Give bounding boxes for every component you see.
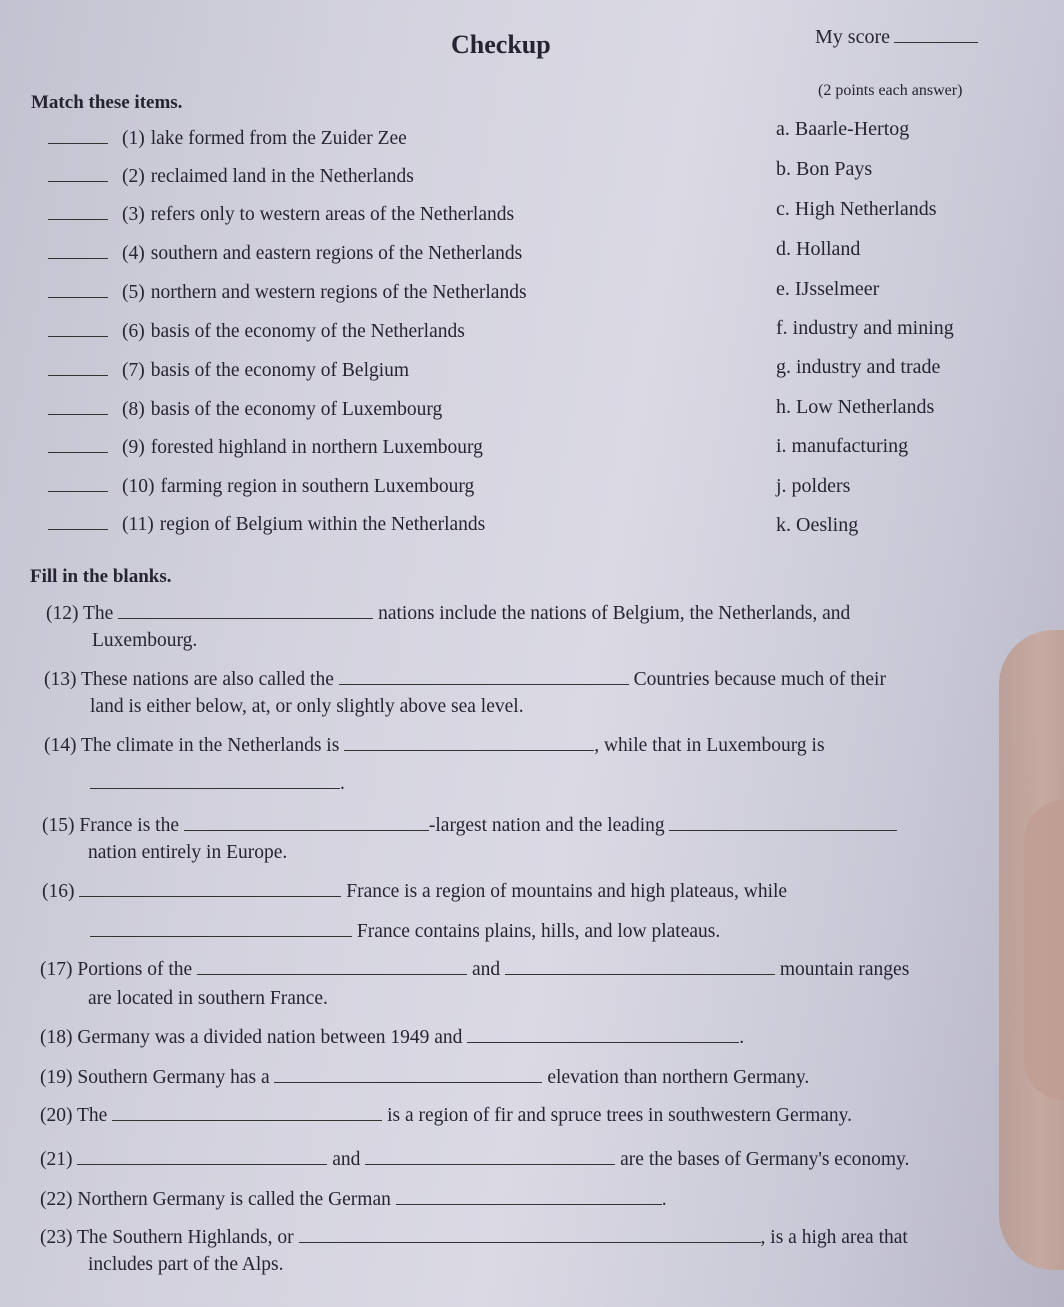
answer-blank[interactable] — [48, 181, 108, 182]
item-text: southern and eastern regions of the Netherlands — [150, 243, 523, 264]
answer-blank[interactable] — [48, 219, 108, 220]
question-18 — [40, 1026, 744, 1049]
item-number: (6) — [122, 321, 145, 342]
q22-text-b: . — [661, 1189, 667, 1210]
item-number: (4) — [122, 243, 145, 264]
q12-text-b: nations include the nations of Belgium, the Netherlands, and — [378, 603, 851, 624]
q16-text-c: France contains plains, hills, and low plateaus. — [356, 921, 721, 942]
match-choice: f. industry and mining — [776, 317, 954, 339]
q15-blank-2[interactable] — [669, 814, 897, 831]
item-text: reclaimed land in the Netherlands — [150, 166, 414, 187]
match-item-row — [48, 282, 527, 304]
answer-blank[interactable] — [48, 414, 108, 415]
question-12 — [46, 602, 850, 625]
question-19 — [40, 1066, 809, 1089]
q15-text-c: nation entirely in Europe. — [88, 842, 288, 863]
question-23 — [40, 1226, 908, 1249]
q15-text-a: (15) France is the — [42, 815, 179, 836]
match-choice: k. Oesling — [776, 514, 859, 536]
item-text: basis of the economy of the Netherlands — [150, 321, 465, 342]
q14-blank-2[interactable] — [90, 772, 340, 789]
match-item-row — [48, 128, 407, 150]
match-item-row — [48, 360, 409, 382]
q16-text-a: (16) — [42, 881, 75, 902]
question-13 — [44, 668, 886, 691]
item-number: (5) — [122, 282, 145, 303]
q22-text-a: (22) Northern Germany is called the German — [40, 1189, 391, 1210]
q20-blank[interactable] — [112, 1104, 382, 1121]
q16-blank-1[interactable] — [79, 880, 341, 897]
item-text: lake formed from the Zuider Zee — [150, 128, 407, 149]
item-number: (8) — [122, 399, 145, 420]
score-label: My score — [815, 26, 890, 48]
item-number: (7) — [122, 360, 145, 381]
item-text: basis of the economy of Belgium — [150, 360, 410, 381]
q17-text-a: (17) Portions of the — [40, 959, 193, 980]
match-item-row — [48, 204, 514, 226]
q21-blank-1[interactable] — [77, 1148, 327, 1165]
q16-line-2 — [90, 920, 720, 943]
q13-text-c: land is either below, at, or only slightly above sea level. — [90, 696, 524, 717]
match-item-row — [48, 321, 465, 343]
question-21 — [40, 1148, 909, 1171]
q17-blank-1[interactable] — [197, 958, 467, 975]
q23-text-c: includes part of the Alps. — [88, 1254, 284, 1275]
match-choice: i. manufacturing — [776, 435, 909, 457]
q15-text-b: -largest nation and the leading — [428, 815, 665, 836]
q17-text-b: and — [471, 959, 501, 980]
q17-blank-2[interactable] — [505, 958, 775, 975]
q12-blank[interactable] — [118, 602, 373, 619]
question-22 — [40, 1188, 667, 1211]
item-number: (9) — [122, 437, 145, 458]
q18-text-a: (18) Germany was a divided nation between 1949 and — [40, 1027, 463, 1048]
finger-shadow-secondary — [1024, 800, 1064, 1100]
match-choice: b. Bon Pays — [776, 158, 873, 180]
match-choice: g. industry and trade — [776, 356, 941, 378]
q17-text-d: are located in southern France. — [88, 988, 328, 1009]
q19-text-a: (19) Southern Germany has a — [40, 1067, 270, 1088]
answer-blank[interactable] — [48, 297, 108, 298]
question-16 — [42, 880, 787, 903]
item-text: region of Belgium within the Netherlands — [159, 514, 486, 535]
item-text: forested highland in northern Luxembourg — [150, 437, 483, 458]
match-choice: d. Holland — [776, 238, 861, 260]
match-heading: Match these items. — [31, 92, 183, 113]
item-number: (2) — [122, 166, 145, 187]
match-choice: e. IJsselmeer — [776, 278, 880, 300]
answer-blank[interactable] — [48, 452, 108, 453]
item-number: (10) — [122, 476, 155, 497]
q14-text-a: (14) The climate in the Netherlands is — [44, 735, 340, 756]
match-choice: h. Low Netherlands — [776, 396, 935, 418]
item-number: (1) — [122, 128, 145, 149]
points-note: (2 points each answer) — [818, 82, 963, 99]
answer-blank[interactable] — [48, 143, 108, 144]
q15-blank-1[interactable] — [184, 814, 429, 831]
match-item-row — [48, 243, 522, 265]
item-text: basis of the economy of Luxembourg — [150, 399, 443, 420]
item-number: (3) — [122, 204, 145, 225]
match-choice: j. polders — [776, 475, 851, 497]
q23-text-a: (23) The Southern Highlands, or — [40, 1227, 294, 1248]
q23-text-b: , is a high area that — [760, 1227, 908, 1248]
q21-blank-2[interactable] — [365, 1148, 615, 1165]
match-item-row — [48, 437, 483, 459]
q12-text-a: (12) The — [46, 603, 114, 624]
page-title: Checkup — [451, 30, 551, 59]
q18-text-b: . — [739, 1027, 745, 1048]
q19-blank[interactable] — [274, 1066, 542, 1083]
answer-blank[interactable] — [48, 491, 108, 492]
q14-blank-1[interactable] — [344, 734, 594, 751]
item-text: farming region in southern Luxembourg — [160, 476, 475, 497]
q16-text-b: France is a region of mountains and high plateaus, while — [346, 881, 788, 902]
match-item-row — [48, 166, 414, 188]
item-text: northern and western regions of the Netherlands — [150, 282, 527, 303]
score-field[interactable] — [815, 26, 978, 49]
question-15 — [42, 814, 897, 837]
match-item-row — [48, 514, 485, 536]
q22-blank[interactable] — [396, 1188, 662, 1205]
question-17 — [40, 958, 909, 981]
q16-blank-2[interactable] — [90, 920, 352, 937]
question-14 — [44, 734, 825, 757]
q20-text-a: (20) The — [40, 1105, 108, 1126]
q21-text-c: are the bases of Germany's economy. — [620, 1149, 910, 1170]
q21-text-a: (21) — [40, 1149, 73, 1170]
q17-text-c: mountain ranges — [779, 959, 910, 980]
answer-blank[interactable] — [48, 336, 108, 337]
item-number: (11) — [122, 514, 154, 535]
q23-blank[interactable] — [299, 1226, 761, 1243]
answer-blank[interactable] — [48, 529, 108, 530]
score-blank[interactable] — [894, 42, 978, 43]
answer-blank[interactable] — [48, 258, 108, 259]
match-choice: c. High Netherlands — [776, 198, 937, 220]
match-item-row — [48, 399, 442, 421]
q20-text-b: is a region of fir and spruce trees in southwestern Germany. — [387, 1105, 853, 1126]
q18-blank[interactable] — [467, 1026, 739, 1043]
q14-line-2 — [90, 772, 345, 795]
q13-blank[interactable] — [339, 668, 629, 685]
match-choice: a. Baarle-Hertog — [776, 118, 910, 140]
match-item-row — [48, 476, 474, 498]
q19-text-b: elevation than northern Germany. — [547, 1067, 810, 1088]
item-text: refers only to western areas of the Netherlands — [150, 204, 515, 225]
fill-heading: Fill in the blanks. — [30, 566, 172, 587]
q12-text-c: Luxembourg. — [92, 630, 198, 651]
q14-text-c: . — [340, 773, 345, 794]
q21-text-b: and — [332, 1149, 361, 1170]
question-20 — [40, 1104, 852, 1127]
answer-blank[interactable] — [48, 375, 108, 376]
q14-text-b: , while that in Luxembourg is — [594, 735, 825, 756]
q13-text-b: Countries because much of their — [633, 669, 886, 690]
q13-text-a: (13) These nations are also called the — [44, 669, 334, 690]
